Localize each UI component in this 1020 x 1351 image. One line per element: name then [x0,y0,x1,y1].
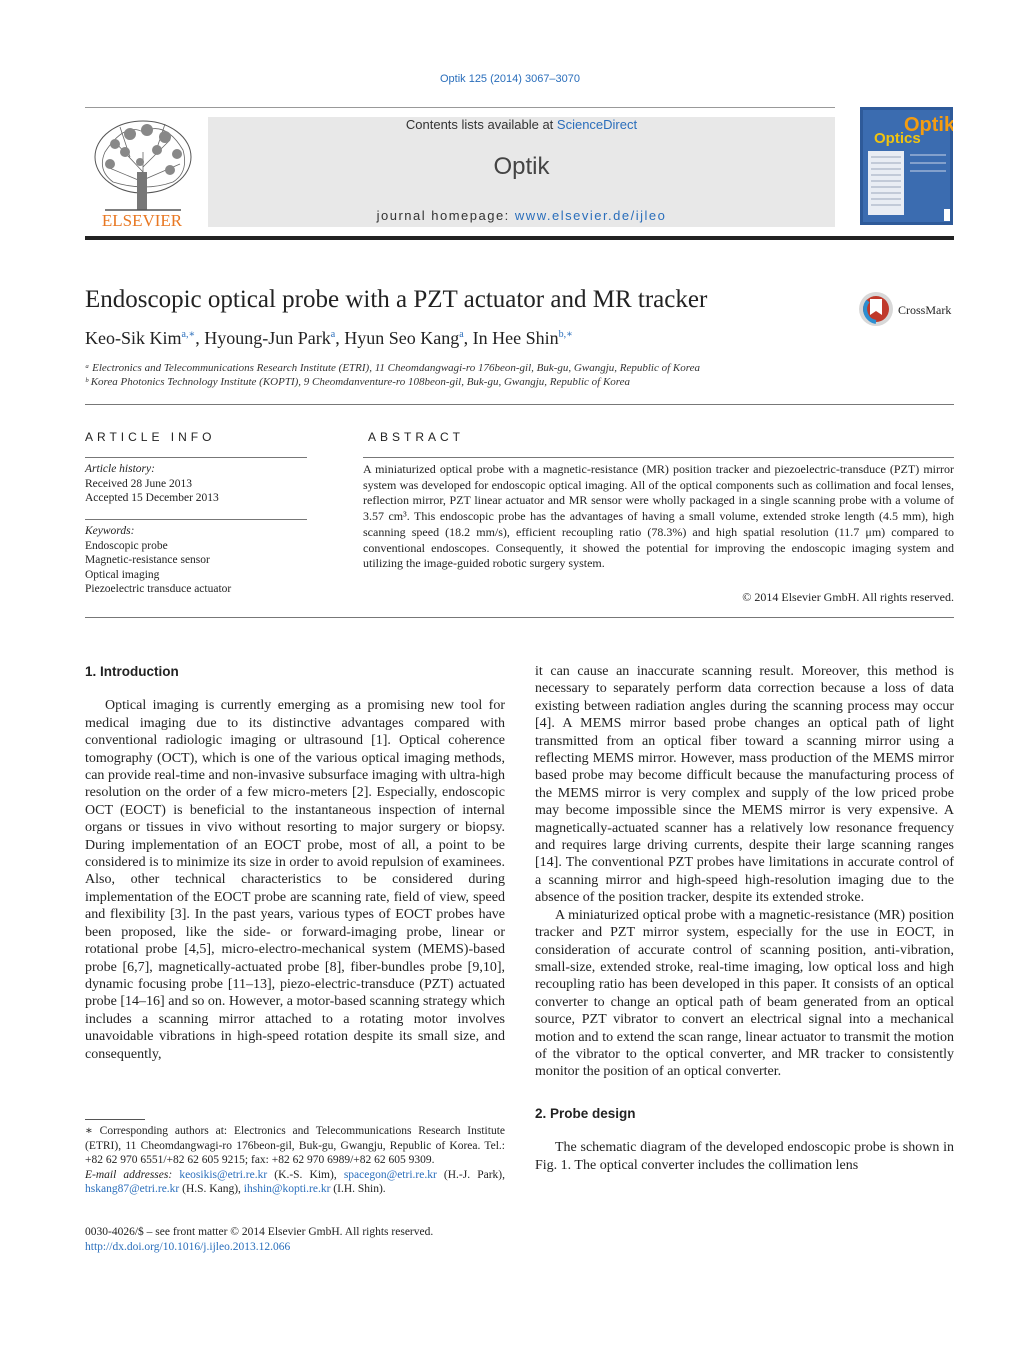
author-name: Keo-Sik Kim [85,328,182,348]
history-label: Article history: [85,463,155,475]
email-link[interactable]: keosikis@etri.re.kr [179,1168,268,1181]
email-owner: (I.H. Shin). [330,1183,386,1195]
cover-subtitle: Optics [874,130,921,147]
author-name: In Hee Shin [472,328,559,348]
issn-line: 0030-4026/$ – see front matter © 2014 Elsevier GmbH. All rights reserved. [85,1226,434,1238]
author-affil-mark[interactable]: a,∗ [181,329,196,340]
paper-title: Endoscopic optical probe with a PZT actuator and MR tracker [85,286,708,313]
journal-citation[interactable]: Optik 125 (2014) 3067–3070 [439,73,581,85]
affiliation-a: ᵃ Electronics and Telecommunications Research Institute (ETRI), 11 Cheomdangwagi-ro 176beon-gil, Buk-gu, Gwangju, Republic of Korea [85,362,700,374]
contents-prefix: Contents lists available at [405,117,557,132]
crossmark-icon [858,289,958,329]
section-heading-probe-design: 2. Probe design [535,1105,636,1121]
accepted-date: Accepted 15 December 2013 [85,492,219,504]
keyword: Piezoelectric transduce actuator [85,583,232,595]
email-owner: (H.-J. Park), [436,1168,505,1181]
keywords [85,524,231,597]
contents-availability [208,117,835,132]
keyword: Endoscopic probe [85,539,168,552]
article-history [85,462,219,506]
article-info-heading: ARTICLE INFO [85,430,216,444]
body-paragraph: it can cause an inaccurate scanning result. Moreover, this method is necessary to separately perform data correction because a loss of data existing between radiation angles during the scanning process may occur [4]. A MEMS mirror based probe changes an optical path of light transmitted from an optical fiber toward a scanning mirror using a reflecting MEMS mirror. However, mass production of the MEMS mirror based probe may become difficult because the manufacturing process of the MEMS mirror is very complex and supply of the low priced probe may become impossible since the MEMS mirror is very expensive. A magnetically-actuated scanner has a relatively low resonance frequency and requires large driving currents, despite their large scanning ranges [14]. The conventional PZT probes have limitations in accurate control of a scanning mirror and high-speed high-resolution imaging due to the absence of the position tracker, despite its extended stroke. [535,664,954,906]
author-affil-mark[interactable]: a [459,329,464,340]
keywords-label: Keywords: [85,525,135,537]
body-paragraph: A miniaturized optical probe with a magnetic-resistance (MR) position tracker and PZT mirror system, especially for the use in EOCT, in consideration of accurate control of scanning position, anti-vibration, small-size, extended stroke, real-time imaging, low optical loss and high recoupling ratio has been developed in this paper. It consists of an optical converter to change an optical path of beam generated from an optical source, PZT vibrator to convert an electrical signal into a mechanical motion and to extend the scan range, linear actuator to transmit the motion of the vibrator to the optical converter, and MR tracker to consistently monitor the position of an optical converter. [535,907,954,1080]
copyright-notice: © 2014 Elsevier GmbH. All rights reserved. [742,590,954,604]
abstract-text: A miniaturized optical probe with a magnetic-resistance (MR) position tracker and piezoelectric-transduce (PZT) mirror system was developed for endoscopic optical imaging. All of the optical components such as collimation and focal lenses, reflection mirror, PZT linear actuator and MR sensor were wholly packaged in a single scanning probe with a volume of 3.57 cm³. This endoscopic probe has the advantages of having a small volume, extended stroke length (4.5 mm), high scanning speed (18.2 mm/s), efficient recoupling ratio (78.3%) and high spatial resolution (11.7 μm) compared to conventional endoscopes. Consequently, it showed the potential for improving the endoscopic imaging system and utilizing the image-guided robotic surgery system. [363,462,954,571]
journal-homepage [208,208,835,223]
homepage-link[interactable]: www.elsevier.de/ijleo [514,208,667,223]
cover-image-icon [860,107,953,225]
abstract-heading: ABSTRACT [368,430,465,444]
homepage-prefix: journal homepage: [376,208,515,223]
author-name: Hyun Seo Kang [344,328,460,348]
keyword: Optical imaging [85,568,160,581]
header-rule [85,107,835,108]
email-label: E-mail addresses: [85,1168,180,1181]
author-name: Hyoung-Jun Park [204,328,331,348]
author-list: Keo-Sik Kim$^{a,∗}$, Hyoung-Jun Park$^a$, Hyun Seo Kang$^a$, In Hee Shin$^{b,∗}$ [85,328,573,348]
email-owner: (H.S. Kang), [179,1183,244,1195]
sciencedirect-link[interactable]: ScienceDirect [556,117,638,132]
section-rule [85,404,954,405]
doi-link[interactable]: http://dx.doi.org/10.1016/j.ijleo.2013.12.066 [85,1241,291,1253]
email-link[interactable]: spacegon@etri.re.kr [343,1168,437,1181]
article-info-rule [85,519,307,520]
author-affil-mark[interactable]: a [330,329,336,340]
email-addresses [85,1168,505,1197]
footnote-rule [85,1119,145,1120]
abstract-rule [363,457,954,458]
author-affil-mark[interactable]: b,∗ [558,329,573,340]
footnote-text: ∗ Corresponding authors at: Electronics and Telecommunications Research Institute (ETRI), 11 Cheomdangwagi-ro 176beon-gil, Buk-gu, Gwangju, Republic of Korea. Tel.: +82 62 970 6551/+82 62 605 9215; fax: +82 62 970 6989/+82 62 605 9309. [85,1125,505,1166]
affiliation-b: ᵇ Korea Photonics Technology Institute (KOPTI), 9 Cheomdanventure-ro 108beon-gil, Buk-gu, Gwangju, Republic of Korea [85,376,631,388]
left-column [85,663,505,1063]
body-paragraph: Optical imaging is currently emerging as a promising new tool for medical imaging due to its distinctive advantages compared with conventional radiologic imaging or ultrasound [1]. Optical coherence tomography (OCT), which is one of the various optical imaging methods, can provide real-time and non-invasive subsurface imaging with ultra-high resolution on the order of a few micro-meters [2]. Especially, endoscopic OCT (EOCT) is beneficial to the instantaneous inspection of internal organs or tissues in vivo without resorting to major surgery or biopsy. During implementation of an EOCT probe, most of all, a point to be considered is to minimize its size in order to avoid repulsion of examinees. Also, other technical characteristics to be considered during implementation of the EOCT probe are scanning rate, field of view, speed and flexibility [3]. In the past years, various types of EOCT probes have been proposed, like the side- or forward-imaging probe, linear or rotational probe [4,5], micro-electro-mechanical system (MEMS)-based probe [6,7], magnetically-actuated probe [8], fiber-bundles probe [9,10], dynamic focusing probe [11–13], piezo-electric-transduce (PZT) actuated probe [14–16] and so on. However, a motor-based scanning strategy which includes a scanning mirror attached to a rotating motor involves unavoidable vibrations in high-speed rotation despite its small size, and consequently, [85,698,505,1062]
elsevier-logo[interactable] [85,112,200,230]
crossmark-label: CrossMark [898,303,952,317]
crossmark-badge[interactable] [858,289,958,329]
journal-cover-thumbnail[interactable] [860,107,953,225]
body-paragraph: The schematic diagram of the developed endoscopic probe is shown in Fig. 1. The optical converter includes the collimation lens [535,1140,954,1173]
elsevier-tree-icon [85,112,200,230]
corresponding-author-footnote [85,1124,505,1197]
section-heading-introduction: 1. Introduction [85,664,179,679]
front-matter [85,1225,433,1255]
journal-name: Optik [493,153,550,180]
email-link[interactable]: ihshin@kopti.re.kr [243,1183,331,1195]
right-column [535,663,954,1174]
section-rule [85,617,954,618]
header-thick-rule [85,236,954,240]
email-link[interactable]: hskang87@etri.re.kr [85,1183,180,1195]
keyword: Magnetic-resistance sensor [85,554,210,566]
received-date: Received 28 June 2013 [85,477,192,490]
cover-title: Optik [904,114,953,136]
elsevier-wordmark: ELSEVIER [101,211,183,230]
article-info-rule [85,457,307,458]
email-owner: (K.-S. Kim), [267,1168,344,1181]
